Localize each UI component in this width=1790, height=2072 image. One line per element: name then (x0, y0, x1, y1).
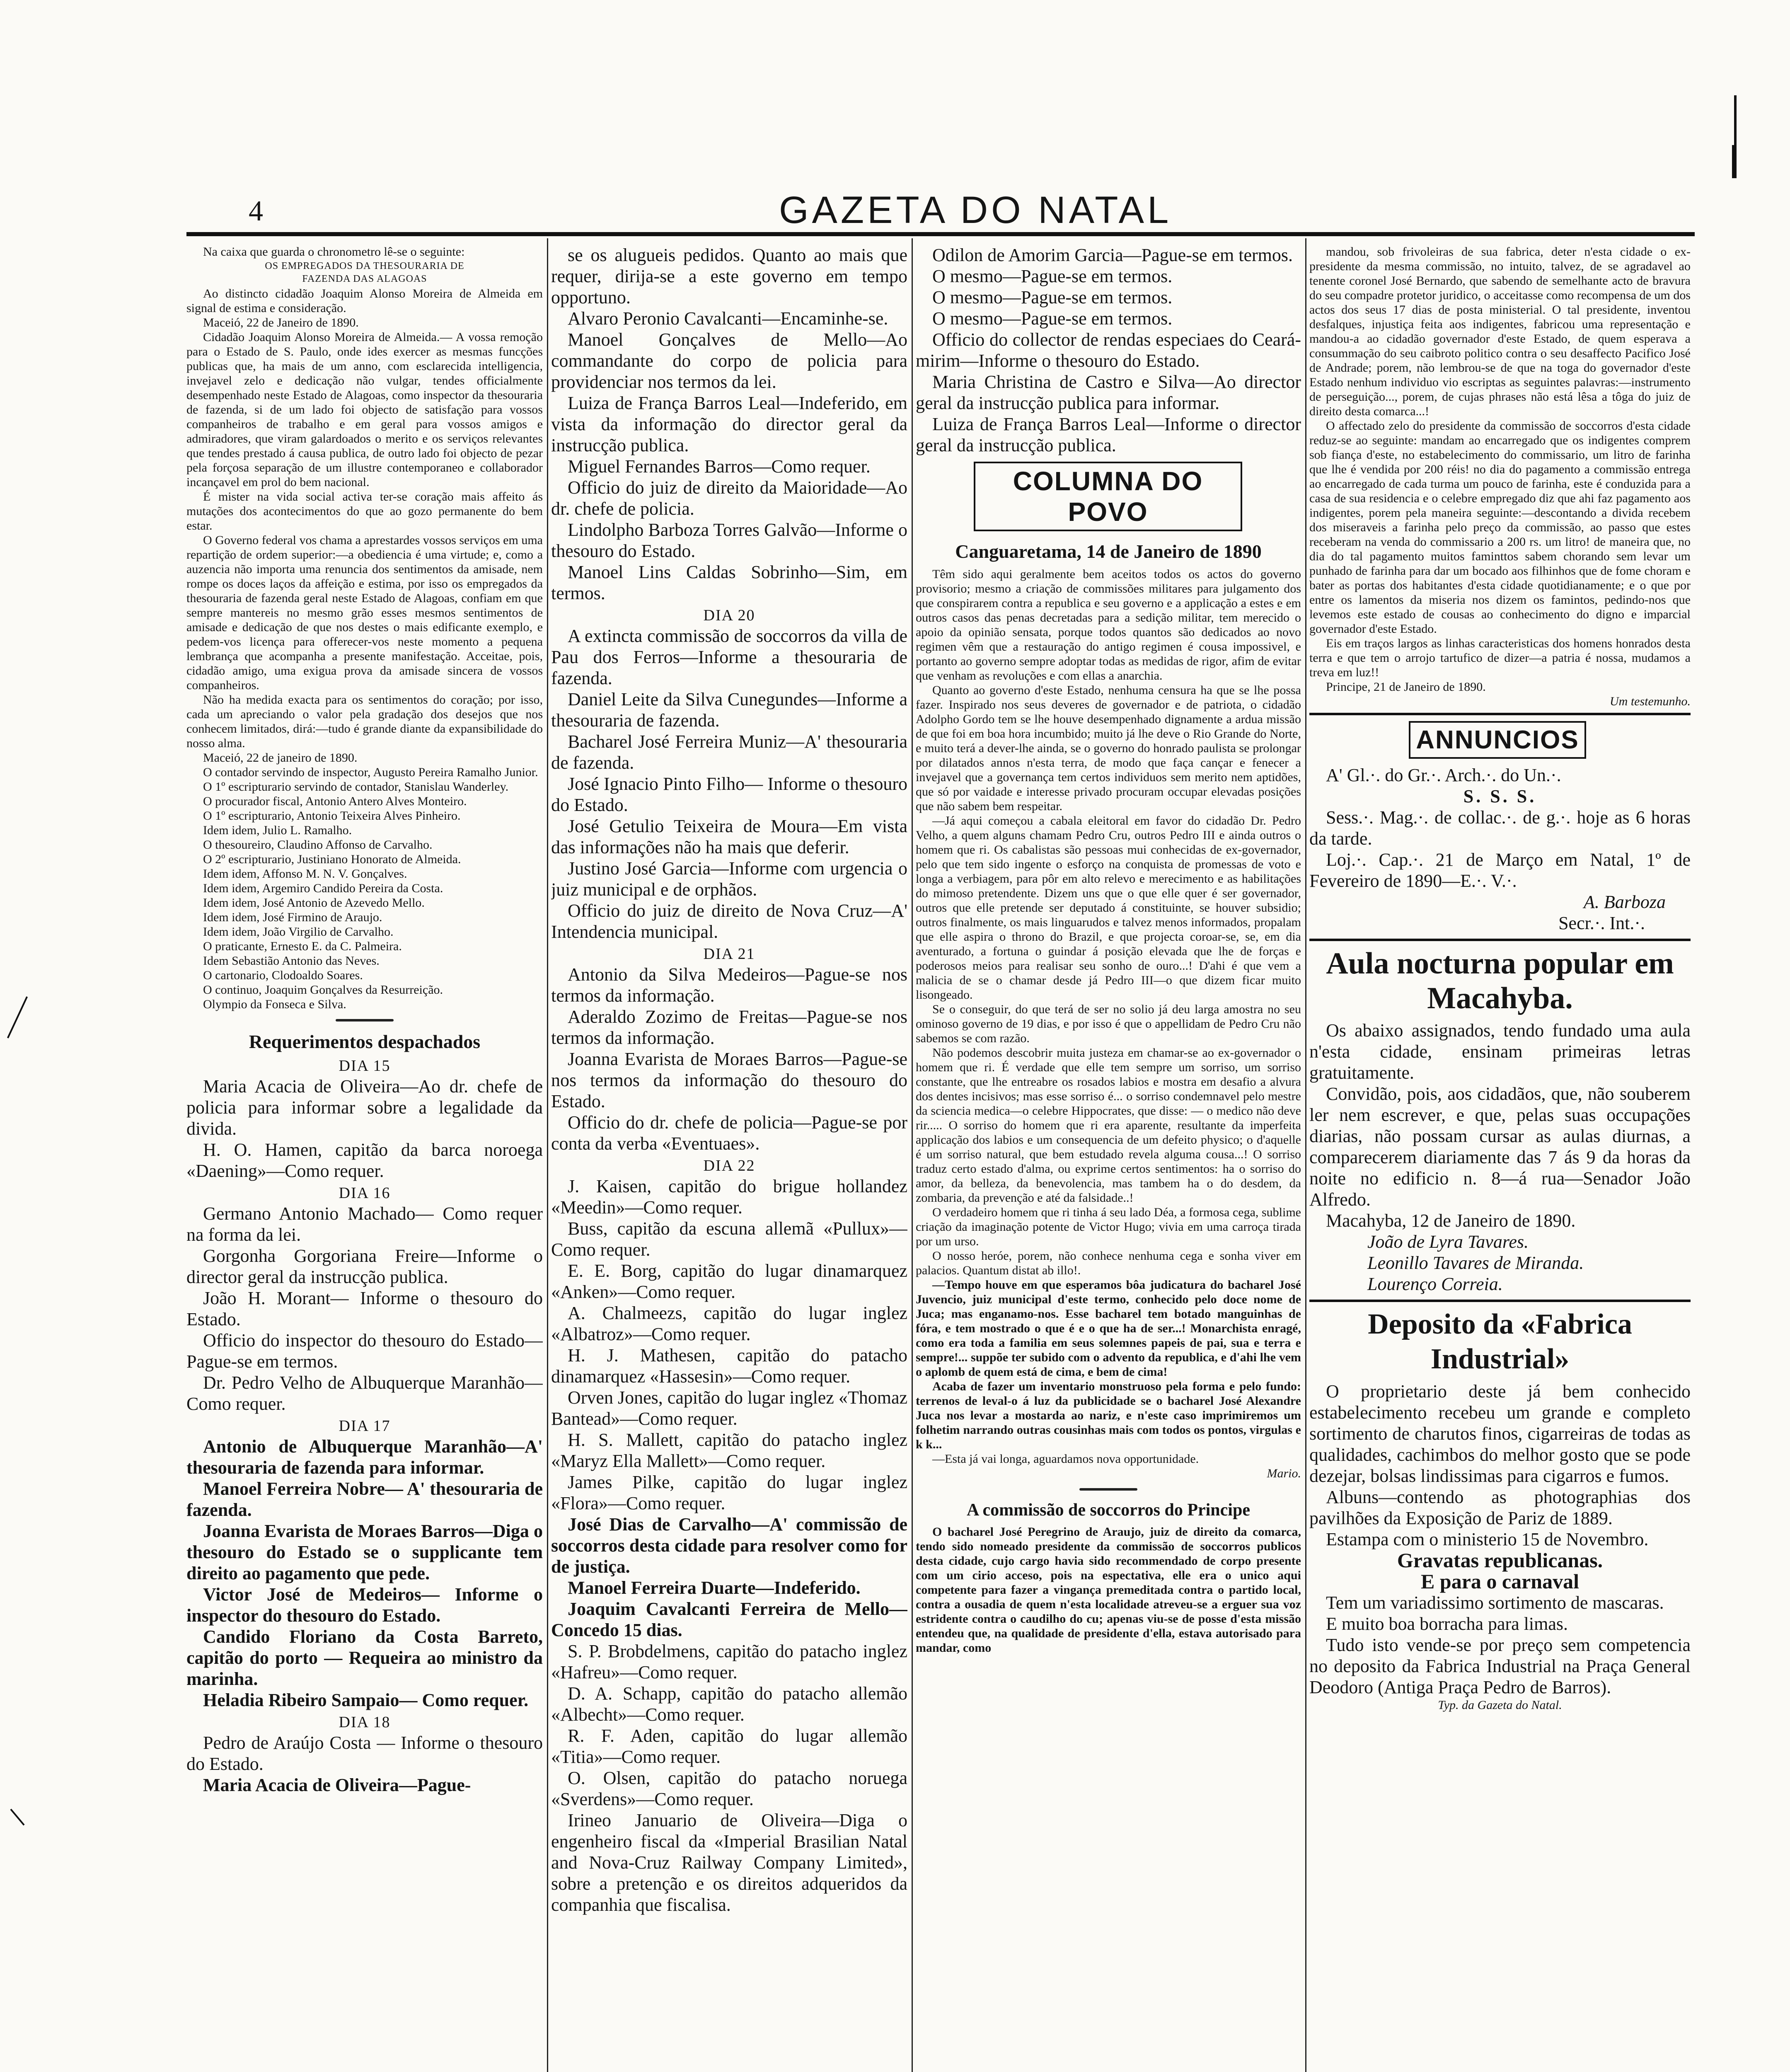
article-paragraph: —Esta já vai longa, aguardamos nova opportunidade. (932, 1452, 1199, 1466)
request-item: Officio do juiz de direito de Nova Cruz—A' Intendencia municipal. (551, 900, 907, 942)
notice-line: Sess.·. Mag.·. de collac.·. de g.·. hoje as 6 horas da tarde. (1309, 807, 1691, 849)
request-item: Joanna Evarista de Moraes Barros—Diga o thesouro do Estado se o supplicante tem direito ao pagamento que pede. (186, 1521, 543, 1583)
request-item: Victor José de Medeiros— Informe o inspector do thesouro do Estado. (186, 1584, 543, 1626)
ad-paragraph: Convidão, pois, aos cidadãos, que, não souberem ler nem escrever, e que, pelas suas occupações diarias, não possam cursar as aulas diurnas, a comparecerem diariamente das 7 ás 9 da horas da noite no edificio n. 8—á rua—Senador João Alfredo. (1309, 1084, 1691, 1210)
request-item: Heladia Ribeiro Sampaio— Como requer. (203, 1690, 529, 1710)
column-3 (916, 244, 1301, 2072)
signature: O 1º escripturario, Antonio Teixeira Alves Pinheiro. (203, 809, 461, 823)
signature: Idem idem, Argemiro Candido Pereira da Costa. (203, 881, 443, 895)
request-item: O mesmo—Pague-se em termos. (932, 287, 1173, 307)
header-rule (186, 232, 1695, 236)
dedication: Ao distincto cidadão Joaquim Alonso Moreira de Almeida em signal de estima e consideração. (186, 287, 543, 315)
request-item: J. Kaisen, capitão do brigue hollandez «Meedin»—Como requer. (551, 1176, 907, 1218)
request-item: A. Chalmeezs, capitão do lugar inglez «Albatroz»—Como requer. (551, 1303, 907, 1344)
request-item: O mesmo—Pague-se em termos. (932, 266, 1173, 286)
article-paragraph: Se o conseguir, do que terá de ser no solio já deu larga amostra no seu ominoso governo de 19 dias, e por isso é que o appellidam de Pedro Cru não sabemos se com razão. (916, 1002, 1301, 1045)
signature: O praticante, Ernesto E. da C. Palmeira. (203, 939, 402, 953)
request-item: Antonio de Albuquerque Maranhão—A' thesouraria de fazenda para informar. (186, 1436, 543, 1478)
request-item: João H. Morant— Informe o thesouro do Estado. (186, 1288, 543, 1329)
request-item: Maria Acacia de Oliveira—Ao dr. chefe de policia para informar sobre a legalidade da divida. (186, 1076, 543, 1139)
request-item: Officio do collector de rendas especiaes do Ceará-mirim—Informe o thesouro do Estado. (916, 329, 1301, 371)
ad-paragraph: Tudo isto vende-se por preço sem competencia no deposito da Fabrica Industrial na Praça General Deodoro (Antiga Praça Pedro de Barros). (1309, 1635, 1691, 1697)
article-paragraph: O bacharel José Peregrino de Araujo, juiz de direito da comarca, tendo sido nomeado presidente da commissão de soccorros publicos desta cidade, cujo cargo havia sido recommendado de corpo presente com um cirio acceso, pois na espectativa, elle era o unico aqui competente para fazer a vingança premeditada contra o partido local, contra a ousadia de quem n'esta localidade atreveu-se a erguer sua voz estridente contra o caudilho do cu; apenas viu-se de posse d'esta missão entendeu que, na qualidade de presidente d'ella, estava autorisado para mandar, como (916, 1525, 1301, 1655)
article-signoff: Um testemunho. (1610, 695, 1691, 708)
ad-paragraph: Estampa com o ministerio 15 de Novembro. (1326, 1529, 1649, 1549)
signature: Idem idem, José Antonio de Azevedo Mello. (203, 896, 425, 910)
page-number: 4 (249, 195, 263, 227)
printer-imprint: Typ. da Gazeta do Natal. (1438, 1698, 1562, 1712)
day-heading: DIA 20 (703, 607, 755, 624)
article-paragraph: —Já aqui começou a cabala eleitoral em favor do cidadão Dr. Pedro Velho, a quem alguns chamam Pedro Cru, outros Pedro III e ainda outros o homem que ri. Os cabalistas são pessoas mui conhecidas de ex-governador, pelo que tem sido ingente o esforço na conquista de promessas de voto e longa a verbiagem, para pôr em alto relevo e merecimento e as habilitações do mimoso pretendente. Dizem uns que o que elle quer é ser governador, outros que elle pretende ser deputado á constituinte, se houver subsidio; outros finalmente, os mais linguarudos e talvez menos informados, propalam que elle aspira o throno do Brazil, e que projecta coroar-se, se, em dia aventurado, a fortuna o guindar á posição elevada que lhe de forças e poderosos meios para realisar seu sonho de ouro...! D'ahi é que vem a malicia de se o chamar desde já Pedro III—o que dizem ficar muito lisongeado. (916, 814, 1301, 1002)
ad-paragraph: E muito boa borracha para limas. (1326, 1614, 1568, 1634)
day-heading: DIA 16 (339, 1184, 391, 1202)
request-item: D. A. Schapp, capitão do patacho allemão «Albecht»—Como requer. (551, 1683, 907, 1725)
dateline: Maceió, 22 de Janeiro de 1890. (203, 316, 359, 329)
request-item: Dr. Pedro Velho de Albuquerque Maranhão—Como requer. (186, 1372, 543, 1414)
request-item: Bacharel José Ferreira Muniz—A' thesouraria de fazenda. (551, 731, 907, 773)
request-item: Manoel Ferreira Duarte—Indeferido. (568, 1578, 861, 1598)
article-paragraph: Não podemos descobrir muita justeza em chamar-se ao ex-governador o homem que ri. É verdade que elle tem sempre um sorriso, um sorriso constante, que lhe entreabre os rosados labios e mostra em desafio a alvura dos dentes incisivos; mas esse sorriso é... o sorriso condemnavel pelo mestre da sciencia medica—o celebre Hippocrates, que disse: — o medico não deve rir..... O sorriso do homem que ri era aparente, resultante da imperfeita applicação dos labios e um consequencia de um defeito physico; o d'aquelle é um sorriso natural, que bem estudado revela alguma cousa...! O sorriso traduz certo estado d'alma, ou exprime certos sentimentos: ha o sorriso do amor, da belleza, da benevolencia, mas tambem ha o do desdem, da zombaria, da prevenção e até da falsidade..! (916, 1046, 1301, 1205)
masthead: GAZETA DO NATAL (779, 189, 1172, 231)
request-item: Candido Floriano da Costa Barreto, capitão do porto — Requeira ao ministro da marinha. (186, 1627, 543, 1689)
signature: Idem idem, José Firmino de Araujo. (203, 910, 382, 924)
ad-signer: Leonillo Tavares de Miranda. (1367, 1253, 1584, 1273)
day-heading: DIA 21 (703, 945, 755, 963)
article-paragraph: Quanto ao governo d'este Estado, nenhuma censura ha que se lhe possa fazer. Inspirado nos seus deveres de governador e de patriota, o cidadão Adolpho Gordo tem se lhe houve desempenhado dignamente a ardua missão de que foi em boa hora incumbido; muito já lhe deve o Rio Grande do Norte, e muito terá a dever-lhe ainda, se o governo do honrado paulista se prolongar por dilatados annos n'esta terra, de modo que faça cançar e fenecer a invejavel que a governança tem certos individuos sem merito nem aptidões, que só por vaidade e interesse privado procuram occupar elevadas posições que não sabem bem respeitar. (916, 683, 1301, 813)
article-title: A commissão de soccorros do Principe (967, 1501, 1250, 1520)
request-item: Odilon de Amorim Garcia—Pague-se em termos. (932, 245, 1293, 265)
ad-title: Deposito da «Fabrica Industrial» (1368, 1308, 1632, 1375)
section-rule (1309, 1300, 1691, 1302)
request-item: S. P. Brobdelmens, capitão do patacho inglez «Hafreu»—Como requer. (551, 1641, 907, 1682)
signature: Idem idem, Julio L. Ramalho. (203, 823, 352, 837)
letter-paragraph: O Governo federal vos chama a aprestardes vossos serviços em uma repartição de ordem superior:—a obediencia é uma virtude; e, como a auzencia não importa uma renuncia dos sentimentos da amisade, nem rompe os doces laços da affeição e estima, por isso os empregados da thesouraria de fazenda geral neste Estado de Alagoas, confiam em que sempre mantereis no mesmo grão esses mesmos sentimentos de amisade e dedicação de que nos destes o mais edificante exemplo, e pedem-vos licença para offerecer-vos neste momento a pequena lembrança que acompanha a presente manifestação. Acceitae, pois, cidadão amigo, uma exigua prova da amisade sincera de vossos companheiros. (186, 533, 543, 692)
article-signoff: Mario. (1267, 1467, 1301, 1480)
scan-margin-mark (7, 996, 28, 1038)
column-4 (1309, 244, 1691, 2072)
ad-signer: João de Lyra Tavares. (1367, 1232, 1529, 1252)
divider (1079, 1488, 1137, 1491)
request-item: Joaquim Cavalcanti Ferreira de Mello—Concedo 15 dias. (551, 1599, 907, 1640)
signature: O 1º escripturario servindo de contador, Stanislau Wanderley. (203, 780, 509, 794)
request-item: James Pilke, capitão do lugar inglez «Flora»—Como requer. (551, 1472, 907, 1513)
request-item: A extincta commissão de soccorros da villa de Pau dos Ferros—Informe a thesouraria de fazenda. (551, 626, 907, 688)
ad-heading: E para o carnaval (1421, 1570, 1579, 1593)
column-rule (912, 238, 913, 2072)
signature: O 2º escripturario, Justiniano Honorato de Almeida. (203, 852, 461, 866)
dateline: Maceió, 22 de janeiro de 1890. (203, 751, 358, 765)
article-paragraph: Acaba de fazer um inventario monstruoso pela forma e pelo fundo: terrenos de leval-o á luz da publicidade se o bacharel José Alexandre Juca nos levar a mostarda ao nariz, e n'este caso imprimiremos um folhetim narrando outras cousinhas mais com todos os pontos, virgulas e k k... (916, 1380, 1301, 1451)
notice-line: Loj.·. Cap.·. 21 de Março em Natal, 1º de Fevereiro de 1890—E.·. V.·. (1309, 850, 1691, 891)
signature: Olympio da Fonseca e Silva. (203, 997, 346, 1011)
request-item: Irineo Januario de Oliveira—Diga o engenheiro fiscal da «Imperial Brasilian Natal and Nova-Cruz Railway Company Limited», sobre a pretenção e os direitos adqueridos da companhia que fiscalisa. (551, 1810, 907, 1915)
request-item: R. F. Aden, capitão do lugar allemão «Titia»—Como requer. (551, 1726, 907, 1767)
section-heading: Requerimentos despachados (249, 1031, 481, 1052)
section-rule (1309, 939, 1691, 941)
request-item: Aderaldo Zozimo de Freitas—Pague-se nos termos da informação. (551, 1007, 907, 1048)
dateline-heading: Canguaretama, 14 de Janeiro de 1890 (955, 541, 1262, 562)
request-item: José Ignacio Pinto Filho— Informe o thesouro do Estado. (551, 774, 907, 815)
column-2 (551, 244, 907, 2072)
signature: O contador servindo de inspector, Augusto Pereira Ramalho Junior. (203, 765, 538, 779)
article-paragraph: —Tempo houve em que esperamos bôa judicatura do bacharel José Juvencio, juiz municipal d'este termo, conhecido pelo doce nome de Juca; mas enganamo-nos. Esse bacharel tem botado manguinhas de fóra, e tem mostrado o que é e o que ha de ser...! Monarchista enragé, como era toda a familia em seus solemnes papeis de pai, sua e terra e sempre!... suppõe ter subido com o advento da republica, e d'ahi lhe vem o aplomb de quem está de cima, e bem de cima! (916, 1278, 1301, 1379)
request-item: José Getulio Teixeira de Moura—Em vista das informações não ha mais que deferir. (551, 816, 907, 857)
request-item: Officio do inspector do thesouro do Estado—Pague-se em termos. (186, 1330, 543, 1372)
day-heading: DIA 18 (339, 1714, 391, 1731)
letter-paragraph: Não ha medida exacta para os sentimentos do coração; por isso, cada um apreciando o valor pela gradação dos desejos que nos conhecem limitados, dirá:—tudo é grande diante da expansibilidade do nosso alma. (186, 693, 543, 750)
ad-signer: Lourenço Correia. (1367, 1274, 1503, 1294)
ad-paragraph: O proprietario deste já bem conhecido estabelecimento recebeu um grande e completo sortimento de charutos finos, cigarreiras de todas as qualidades, cachimbos do melhor gosto que se pode dezejar, bolsas lindissimas para cigarros e fumos. (1309, 1381, 1691, 1486)
request-item: Luiza de França Barros Leal—Indeferido, em vista da informação do director geral da instrucção publica. (551, 393, 907, 455)
request-item: Justino José Garcia—Informe com urgencia o juiz municipal e de orphãos. (551, 858, 907, 900)
request-item: Officio do juiz de direito da Maioridade—Ao dr. chefe de policia. (551, 477, 907, 519)
request-item: H. O. Hamen, capitão da barca noroega «Daening»—Como requer. (186, 1140, 543, 1181)
request-item: Orven Jones, capitão do lugar inglez «Thomaz Bantead»—Como requer. (551, 1387, 907, 1429)
divider (336, 1019, 394, 1021)
signature: O thesoureiro, Claudino Affonso de Carvalho. (203, 838, 433, 852)
signature: Idem Sebastião Antonio das Neves. (203, 954, 380, 968)
request-item: Officio do dr. chefe de policia—Pague-se por conta da verba «Eventuaes». (551, 1112, 907, 1154)
request-item: Manoel Lins Caldas Sobrinho—Sim, em termos. (551, 562, 907, 603)
letter-paragraph: Cidadão Joaquim Alonso Moreira de Almeida.— A vossa remoção para o Estado de S. Paulo, onde ides exercer as mesmas funcções publicas que, ha mais de um anno, com esclarecida intelligencia, invejavel zelo e dedicação não vulgar, tendes officialmente desempenhado neste Estado de Alagoas, como inspector da thesouraria de fazenda, si de um lado foi objecto de satisfação para vossos companheiros de trabalho e em geral para vossos amigos e admiradores, que viram galardoados o merito e os serviços relevantes que tendes prestado á causa publica, de outro lado foi objecto de pezar pela forçosa separação de um illustre contemporaneo e collaborador incançavel em prol do bem nacional. (186, 330, 543, 489)
request-item: Germano Antonio Machado— Como requer na forma da lei. (186, 1203, 543, 1245)
ad-title: Aula nocturna popular em Macahyba. (1326, 946, 1674, 1015)
article-paragraph: O affectado zelo do presidente da commissão de soccorros d'esta cidade reduz-se ao seguinte: mandam ao encarregado que os indigentes comprem sob fiança d'este, no estabelecimento do commissario, um litro de farinha que lhe é vendida por 200 réis! no dia do pagamento a commissão entrega ao encarregado de cada turma um pouco de farinha, este é conduzida para a casa de sua residencia e o celebre empregado diz que ahi faz pagamento aos indigentes, porem pela maneira seguinte:—descontando a divida recebem dos miseraveis a farinha pelo preço da commissão, ao passo que estes receberam na venda do commissario a 200 rs. um litro! de maneira que, no dia do tal pagamento muitos faminttos sabem chorando sem levar um punhado de farinha para dar um bocado aos filhinhos que de fome choram e bater as portas dos habitantes d'esta cidade quotidianamente; e o que por entre os lamentos da miseria nos dizem os famintos, pedindo-nos que levemos este estado de cousas ao conhecimento do digno e imparcial governador d'este Estado. (1309, 419, 1691, 636)
request-item: E. E. Borg, capitão do lugar dinamarquez «Anken»—Como requer. (551, 1261, 907, 1302)
request-item: O mesmo—Pague-se em termos. (932, 308, 1173, 329)
request-item: Manoel Ferreira Nobre— A' thesouraria de fazenda. (186, 1479, 543, 1520)
org-line: FAZENDA DAS ALAGOAS (302, 274, 427, 284)
request-item: H. J. Mathesen, capitão do patacho dinamarquez «Hassesin»—Como requer. (551, 1345, 907, 1387)
request-item: se os alugueis pedidos. Quanto ao mais que requer, dirija-se a este governo em tempo opportuno. (551, 245, 907, 307)
request-item: Daniel Leite da Silva Cunegundes—Informe a thesouraria de fazenda. (551, 689, 907, 731)
section-title: COLUMNA DO POVO (974, 462, 1242, 531)
request-item: Buss, capitão da escuna allemã «Pullux»—Como requer. (551, 1218, 907, 1260)
day-heading: DIA 22 (703, 1157, 755, 1174)
column-1 (186, 244, 543, 2072)
ad-paragraph: Tem um variadissimo sortimento de mascaras. (1326, 1593, 1664, 1613)
org-line: OS EMPREGADOS DA THESOURARIA DE (265, 261, 464, 271)
request-item: Maria Acacia de Oliveira—Pague- (203, 1775, 471, 1795)
article-paragraph: O nosso heróe, porem, não conhece nenhuma cega e sonha viver em palacios. Quantum distat ab illo!. (916, 1249, 1301, 1277)
notice-line: S. S. S. (1463, 786, 1537, 806)
notice-line: A' Gl.·. do Gr.·. Arch.·. do Un.·. (1326, 765, 1561, 785)
request-item: Lindolpho Barboza Torres Galvão—Informe o thesouro do Estado. (551, 520, 907, 561)
ad-paragraph: Macahyba, 12 de Janeiro de 1890. (1326, 1210, 1576, 1231)
scan-margin-mark (10, 1809, 24, 1826)
article-paragraph: Têm sido aqui geralmente bem aceitos todos os actos do governo provisorio; mesmo a criação de commissões militares para julgamento dos que conspirarem contra a republica e seu governo e a applicação a estes e em outros casos das penas decretadas para a sedição militar, tem merecido o apoio da opinião sensata, porque todos quantos são dedicados ao novo regimen vêm que a restauração do antigo regimen é cousa impossivel, e portanto ao governo sempre adoptar todas as medidas de rigor, afim de evitar que venham as revoluções e com ellas a anarchia. (916, 567, 1301, 683)
scan-margin-mark (1732, 145, 1736, 178)
section-title: ANNUNCIOS (1409, 721, 1586, 759)
request-item: José Dias de Carvalho—A' commissão de soccorros desta cidade para resolver como for de justiça. (551, 1514, 907, 1577)
notice-signature: A. Barboza (1584, 892, 1666, 912)
article-paragraph: Eis em traços largos as linhas caracteristicas dos homens honrados desta terra e que tem o arrojo tartufico de dizer—a patria é nossa, mudamos a treva em luz!! (1309, 637, 1691, 679)
intro-text: Na caixa que guarda o chronometro lê-se o seguinte: (203, 245, 465, 259)
signature: O procurador fiscal, Antonio Antero Alves Monteiro. (203, 794, 467, 808)
request-item: Luiza de França Barros Leal—Informe o director geral da instrucção publica. (916, 414, 1301, 455)
signature: Idem idem, Affonso M. N. V. Gonçalves. (203, 867, 407, 881)
request-item: Pedro de Araújo Costa — Informe o thesouro do Estado. (186, 1733, 543, 1774)
day-heading: DIA 15 (339, 1057, 391, 1075)
request-item: Maria Christina de Castro e Silva—Ao director geral da instrucção publica para informar. (916, 372, 1301, 413)
ad-paragraph: Os abaixo assignados, tendo fundado uma aula n'esta cidade, ensinam primeiras letras gratuitamente. (1309, 1020, 1691, 1083)
request-item: Manoel Gonçalves de Mello—Ao commandante do corpo de policia para providenciar nos termos da lei. (551, 329, 907, 392)
column-rule (547, 238, 548, 2072)
request-item: H. S. Mallett, capitão do patacho inglez «Maryz Ella Mallett»—Como requer. (551, 1430, 907, 1471)
column-rule (1305, 238, 1306, 2072)
signature: O cartonario, Clodoaldo Soares. (203, 968, 363, 982)
section-rule (1309, 713, 1691, 715)
signature: O continuo, Joaquim Gonçalves da Resurreição. (203, 983, 443, 997)
request-item: Miguel Fernandes Barros—Como requer. (568, 456, 871, 477)
notice-signature: Secr.·. Int.·. (1558, 913, 1645, 933)
request-item: Gorgonha Gorgoriana Freire—Informe o director geral da instrucção publica. (186, 1246, 543, 1287)
request-item: Joanna Evarista de Moraes Barros—Pague-se nos termos da informação do thesouro do Estado. (551, 1049, 907, 1111)
day-heading: DIA 17 (339, 1417, 391, 1435)
article-paragraph: O verdadeiro homem que ri tinha á seu lado Déa, a formosa cega, sublime criação da imaginação potente de Victor Hugo; vivia em uma carroça tirada por um urso. (916, 1205, 1301, 1248)
request-item: Antonio da Silva Medeiros—Pague-se nos termos da informação. (551, 964, 907, 1006)
signature: Idem idem, João Virgilio de Carvalho. (203, 925, 394, 939)
request-item: Alvaro Peronio Cavalcanti—Encaminhe-se. (568, 308, 888, 329)
ad-paragraph: Albuns—contendo as photographias dos pavilhões da Exposição de Pariz de 1889. (1309, 1487, 1691, 1528)
request-item: O. Olsen, capitão do patacho noruega «Sverdens»—Como requer. (551, 1768, 907, 1809)
article-paragraph: mandou, sob frivoleiras de sua fabrica, deter n'esta cidade o ex-presidente da mesma commissão, no intuito, talvez, de se agradavel ao tenente coronel José Bernardo, que sabendo de semelhante acto de bravura do seu compadre protetor juridico, o acceitasse como recompensa de um dos actos dos seus 17 dias de posta ministerial. O tal presidente, inventou desfalques, injustiça feita aos indigentes, fabricou uma representação e mandou-a ao cidadão governador d'este Estado, de quem esperava a consummação do seu caibroto politico contra o seu desaffecto Pacifico José de Andrade; porem, não lembrou-se de que na toga do governador d'este Estado nenhum individuo vio escriptas as seguintes palavras:—instrumento de perseguição..., porem, de cujas phrases não está lêsa a tôga do juiz de direito desta comarca...! (1309, 245, 1691, 418)
dateline: Principe, 21 de Janeiro de 1890. (1326, 680, 1486, 694)
ad-heading: Gravatas republicanas. (1397, 1549, 1603, 1572)
letter-paragraph: É mister na vida social activa ter-se coração mais affeito ás mutações dos acontecimentos do que ao gozo permanente do bem estar. (186, 490, 543, 533)
